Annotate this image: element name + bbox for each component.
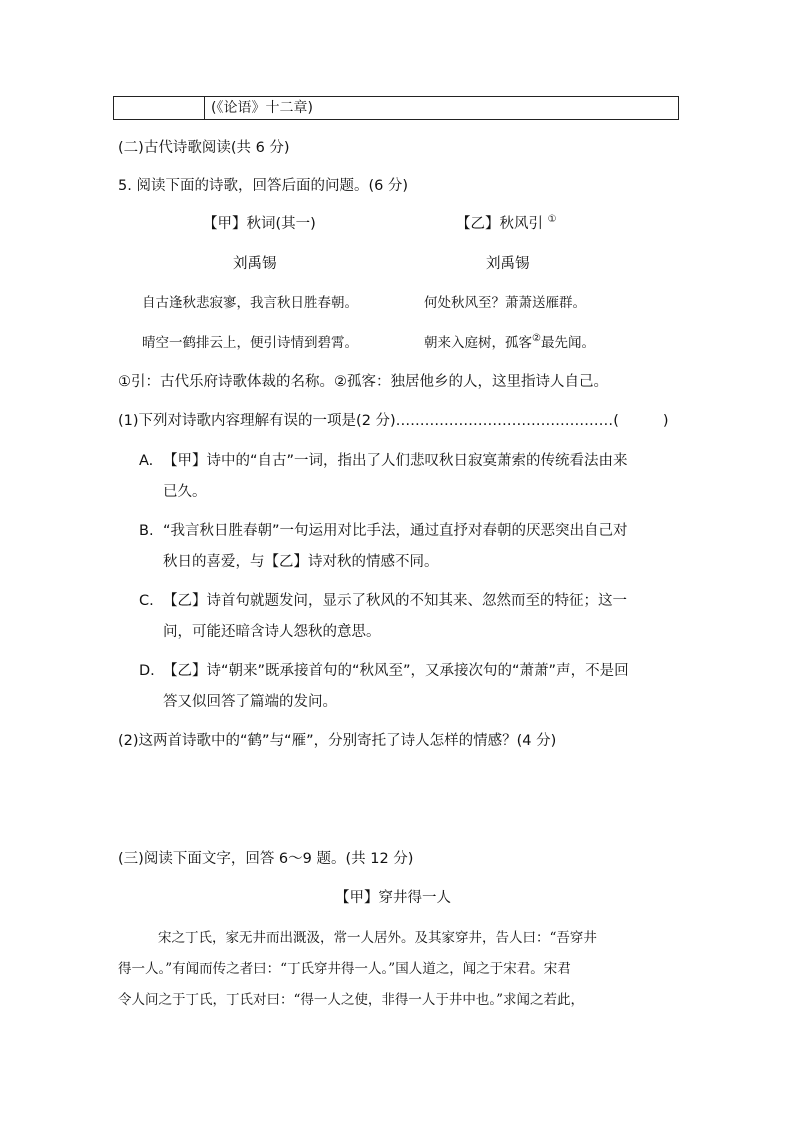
sub-question2: (2)这两首诗歌中的“鹤”与“雁”，分别寄托了诗人怎样的情感？(4 分) xyxy=(118,733,557,749)
option-a-label: A. xyxy=(139,453,154,469)
poem-jia-line1: 自古逢秋悲寂寥，我言秋日胜春朝。 xyxy=(142,295,358,311)
option-b-label: B. xyxy=(139,523,154,539)
passage-jia-title: 【甲】穿井得一人 xyxy=(335,890,451,906)
option-c-line1: 【乙】诗首句就题发问，显示了秋风的不知其来、忽然而至的特征；这一 xyxy=(163,593,627,609)
passage-line3: 令人问之于丁氏，丁氏对曰：“得一人之使，非得一人于井中也。”求闻之若此， xyxy=(118,992,585,1008)
poem-yi-line2-b: 最先闻。 xyxy=(540,335,595,351)
option-d-line2: 答又似回答了篇端的发问。 xyxy=(163,694,337,710)
sub-question1-stem xyxy=(118,411,669,431)
poem-jia-author: 刘禹锡 xyxy=(233,256,277,272)
section3-heading: (三)阅读下面文字，回答 6～9 题。(共 12 分) xyxy=(118,851,414,867)
poem-yi-footnote2-mark: ② xyxy=(532,333,541,344)
option-b-line1: “我言秋日胜春朝”一句运用对比手法，通过直抒对春朝的厌恶突出自己对 xyxy=(163,523,628,539)
poem-yi-line1: 何处秋风至？萧萧送雁群。 xyxy=(424,295,586,311)
sub-question1-text: (1)下列对诗歌内容理解有误的一项是(2 分)……………………………………… xyxy=(118,413,614,429)
option-b-line2: 秋日的喜爱，与【乙】诗对秋的情感不同。 xyxy=(163,554,439,570)
poem-notes: ①引：古代乐府诗歌体裁的名称。②孤客：独居他乡的人，这里指诗人自己。 xyxy=(118,374,608,390)
answer-paren-close: ) xyxy=(662,413,669,429)
option-c-label: C. xyxy=(139,593,154,609)
option-a-line1: 【甲】诗中的“自古”一词，指出了人们悲叹秋日寂寞萧索的传统看法由来 xyxy=(163,453,628,469)
option-a-line2: 已久。 xyxy=(163,484,207,500)
poem-yi-author: 刘禹锡 xyxy=(486,256,530,272)
poem-jia-line2: 晴空一鹤排云上，便引诗情到碧霄。 xyxy=(142,335,358,351)
option-c-line2: 问，可能还暗含诗人怨秋的意思。 xyxy=(163,624,381,640)
poem-yi-title-wrap xyxy=(456,214,557,234)
poem-yi-line2 xyxy=(424,333,595,353)
question5-stem: 5. 阅读下面的诗歌，回答后面的问题。(6 分) xyxy=(118,178,409,194)
option-d-line1: 【乙】诗“朝来”既承接首句的“秋风至”，又承接次句的“萧萧”声，不是回 xyxy=(163,663,629,679)
option-d-label: D. xyxy=(139,663,155,679)
section2-heading: (二)古代诗歌阅读(共 6 分) xyxy=(118,140,290,156)
poem-yi-footnote-mark: ① xyxy=(547,214,557,225)
table-cell-left xyxy=(114,97,205,119)
passage-line1: 宋之丁氏，家无井而出溉汲，常一人居外。及其家穿井，告人曰：“吾穿井 xyxy=(158,930,597,946)
passage-line2: 得一人。”有闻而传之者曰：“丁氏穿井得一人。”国人道之，闻之于宋君。宋君 xyxy=(118,961,571,977)
poem-jia-title: 【甲】秋词(其一) xyxy=(203,216,316,232)
poem-yi-line2-a: 朝来入庭树，孤客 xyxy=(424,335,532,351)
table-cell-source: (《论语》十二章) xyxy=(211,100,313,116)
answer-paren-open: ( xyxy=(613,413,619,429)
poem-yi-title: 【乙】秋风引 xyxy=(456,216,543,232)
answer-table-row xyxy=(113,96,679,120)
